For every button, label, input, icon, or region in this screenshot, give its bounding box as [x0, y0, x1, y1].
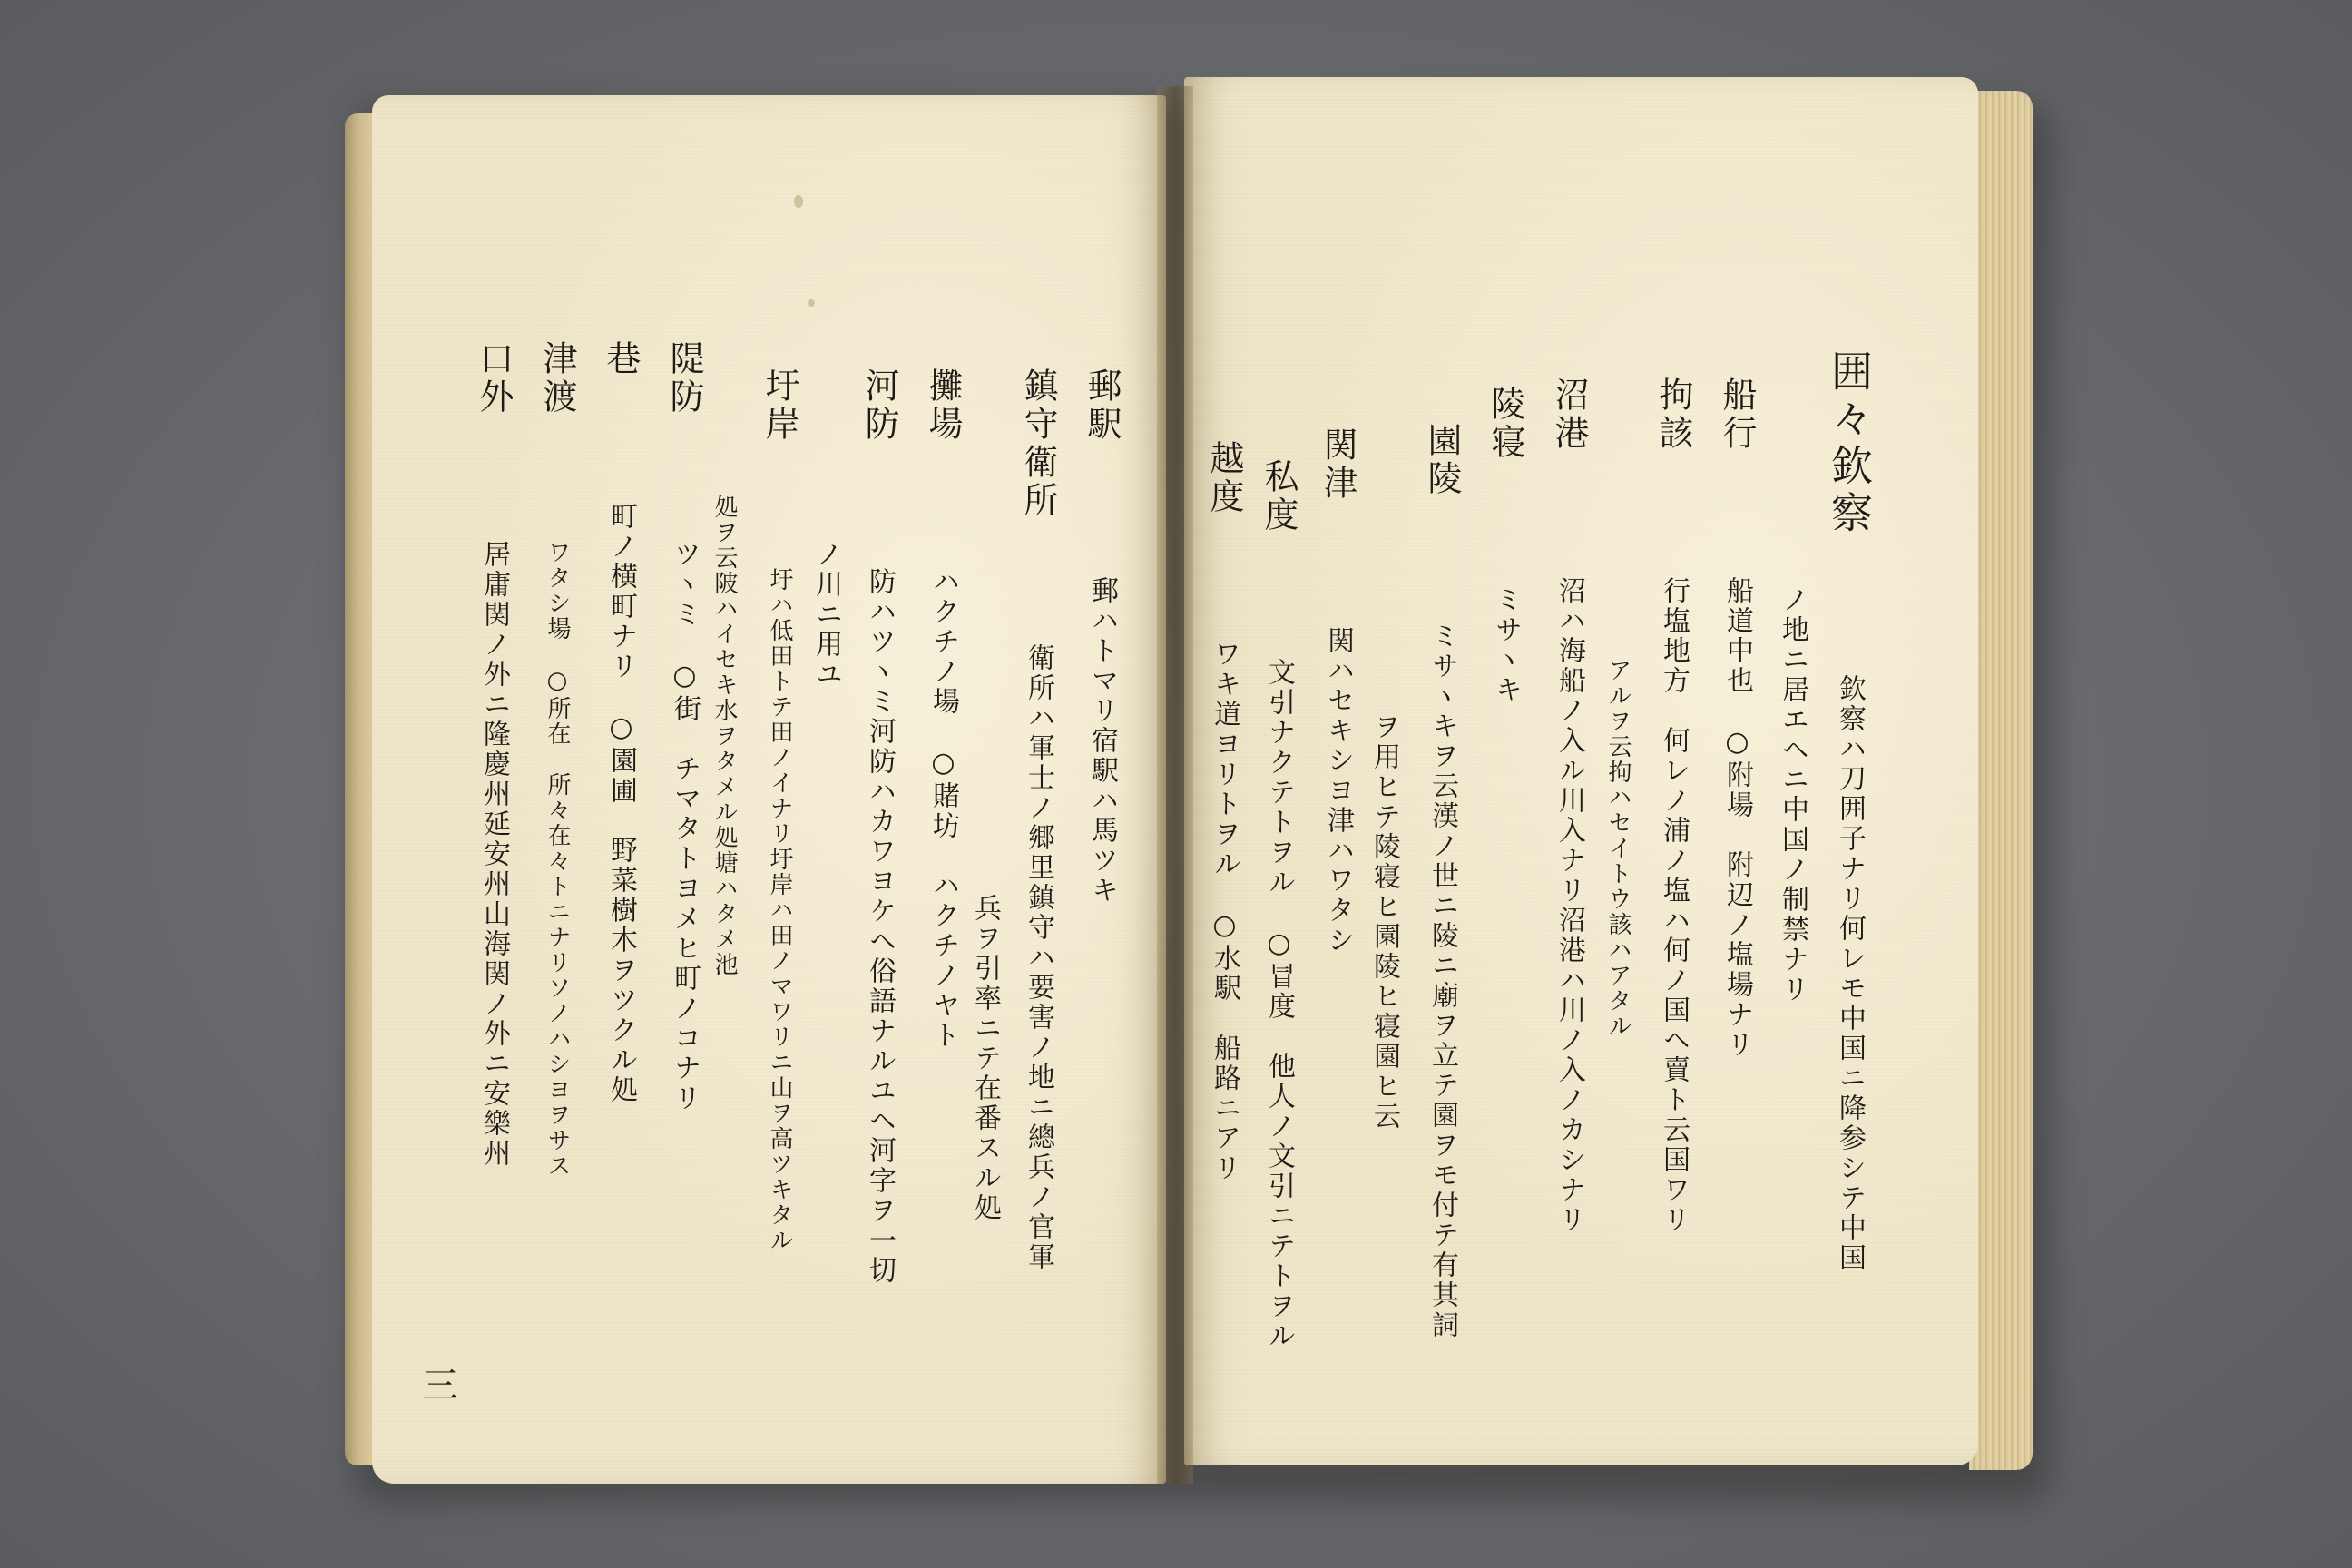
left-col-11 [537, 340, 577, 1179]
entry-gloss: 関ハセキシヨ津ハワタシ [1322, 626, 1354, 956]
entry-gloss: 居庸関ノ外ニ隆慶州延安州山海関ノ外ニ安樂州 [478, 540, 510, 1169]
entry-head: 攤場 [923, 368, 963, 444]
left-col-5 [859, 368, 899, 1286]
right-col-12 [1204, 440, 1244, 1183]
right-col-5 [1606, 658, 1630, 1039]
right-col-9 [1368, 712, 1400, 1132]
left-col-6 [810, 540, 842, 690]
entry-gloss: ヲ用ヒテ陵寝ヒ園陵ヒ寝園ヒ云 [1368, 712, 1400, 1132]
right-col-4 [1653, 377, 1693, 1235]
right-col-10 [1320, 426, 1355, 956]
left-col-2 [1018, 368, 1058, 1272]
right-col-2 [1779, 585, 1806, 1004]
right-col-11 [1261, 458, 1296, 1351]
left-col-10 [601, 340, 641, 1105]
left-col-3 [969, 894, 1001, 1223]
entry-gloss: ワタシ場 ○所在 所々在々トニナリソノハシヨヲサス [544, 540, 571, 1179]
entry-head: 船行 [1717, 377, 1757, 453]
entry-head: 沼港 [1549, 377, 1589, 453]
right-col-6 [1549, 377, 1589, 1235]
entry-head: 口外 [474, 340, 514, 416]
page-number: 三 [422, 1365, 458, 1406]
entry-head: 河防 [859, 368, 899, 444]
right-col-1 [1825, 349, 1874, 1273]
right-page-edges [1969, 91, 2033, 1470]
entry-gloss: 船道中也 ○附場 附辺ノ塩場ナリ [1721, 576, 1753, 1060]
entry-gloss: ハクチノ場 ○賭坊 ハクチノヤト [927, 567, 959, 1051]
entry-head: 隄防 [664, 340, 704, 416]
entry-gloss: 文引ナクテトヲル ○冒度 他人ノ文引ニテトヲル [1263, 658, 1295, 1351]
paper-spot [794, 195, 803, 208]
paper-spot [808, 299, 815, 307]
left-page [372, 95, 1166, 1484]
left-col-4 [923, 368, 963, 1051]
entry-gloss: ワキ道ヨリトヲル ○水駅 船路ニアリ [1209, 640, 1240, 1183]
entry-gloss: ミサヽキヲ云漢ノ世ニ陵ニ廟ヲ立テ園ヲモ付テ有其詞 [1426, 622, 1458, 1340]
entry-gloss: 兵ヲ引率ニテ在番スル処 [969, 894, 1001, 1223]
entry-head: 越度 [1204, 440, 1244, 516]
entry-gloss: 郵ハトマリ宿駅ハ馬ツキ [1086, 576, 1118, 906]
entry-head: 私度 [1259, 458, 1298, 534]
entry-head: 関津 [1318, 426, 1357, 503]
entry-head: 鎮守衛所 [1018, 368, 1058, 520]
left-col-8 [712, 495, 736, 977]
book-gutter [1157, 86, 1193, 1484]
entry-gloss: ノ川ニ用ユ [810, 540, 842, 690]
entry-head: 拘該 [1653, 377, 1693, 453]
entry-gloss: 町ノ横町ナリ ○園圃 野菜樹木ヲツクル処 [605, 502, 637, 1105]
entry-head: 圩岸 [760, 368, 799, 444]
entry-head: 津渡 [537, 340, 577, 416]
entry-gloss: 沼ハ海船ノ入ル川入ナリ沼港ハ川ノ入ノカシナリ [1553, 576, 1585, 1235]
entry-head: 巷 [601, 340, 641, 378]
entry-head: 郵駅 [1082, 368, 1122, 444]
entry-gloss: アルヲ云拘ハセイトウ該ハアタル [1604, 658, 1632, 1039]
entry-gloss: ミサヽキ [1490, 585, 1522, 705]
entry-gloss: 行塩地方 何レノ浦ノ塩ハ何ノ国ヘ賣ト云国ワリ [1658, 576, 1690, 1235]
section-heading: 囲々欽察 [1825, 349, 1874, 538]
left-col-9 [664, 340, 704, 1113]
right-page [1184, 77, 1978, 1465]
entry-gloss: 圩ハ低田トテ田ノイナリ圩岸ハ田ノマワリニ山ヲ高ツキタル [766, 567, 793, 1253]
entry-head: 陵寝 [1485, 386, 1525, 462]
right-col-3 [1717, 377, 1757, 1060]
left-col-12 [474, 340, 514, 1169]
entry-gloss: ノ地ニ居エヘニ中国ノ制禁ナリ [1777, 585, 1808, 1004]
entry-gloss: ツヽミ ○街 チマタトヨメヒ町ノコナリ [669, 540, 701, 1113]
right-col-8 [1422, 422, 1462, 1340]
entry-gloss: 衛所ハ軍士ノ郷里鎮守ハ要害ノ地ニ總兵ノ官軍 [1023, 643, 1054, 1272]
entry-head: 園陵 [1422, 422, 1462, 498]
entry-gloss: 処ヲ云陂ハイセキ水ヲタメル処塘ハタメ池 [710, 495, 738, 977]
open-book [345, 77, 2042, 1493]
right-col-7 [1485, 386, 1525, 705]
entry-gloss: 欽察ハ刀囲子ナリ何レモ中国ニ降参シテ中国 [1834, 674, 1866, 1273]
entry-gloss: 防ハツヽミ河防ハカワヨケヘ俗語ナルユヘ河字ヲ一切 [864, 567, 896, 1286]
left-col-1 [1082, 368, 1122, 906]
left-col-7 [762, 368, 797, 1253]
